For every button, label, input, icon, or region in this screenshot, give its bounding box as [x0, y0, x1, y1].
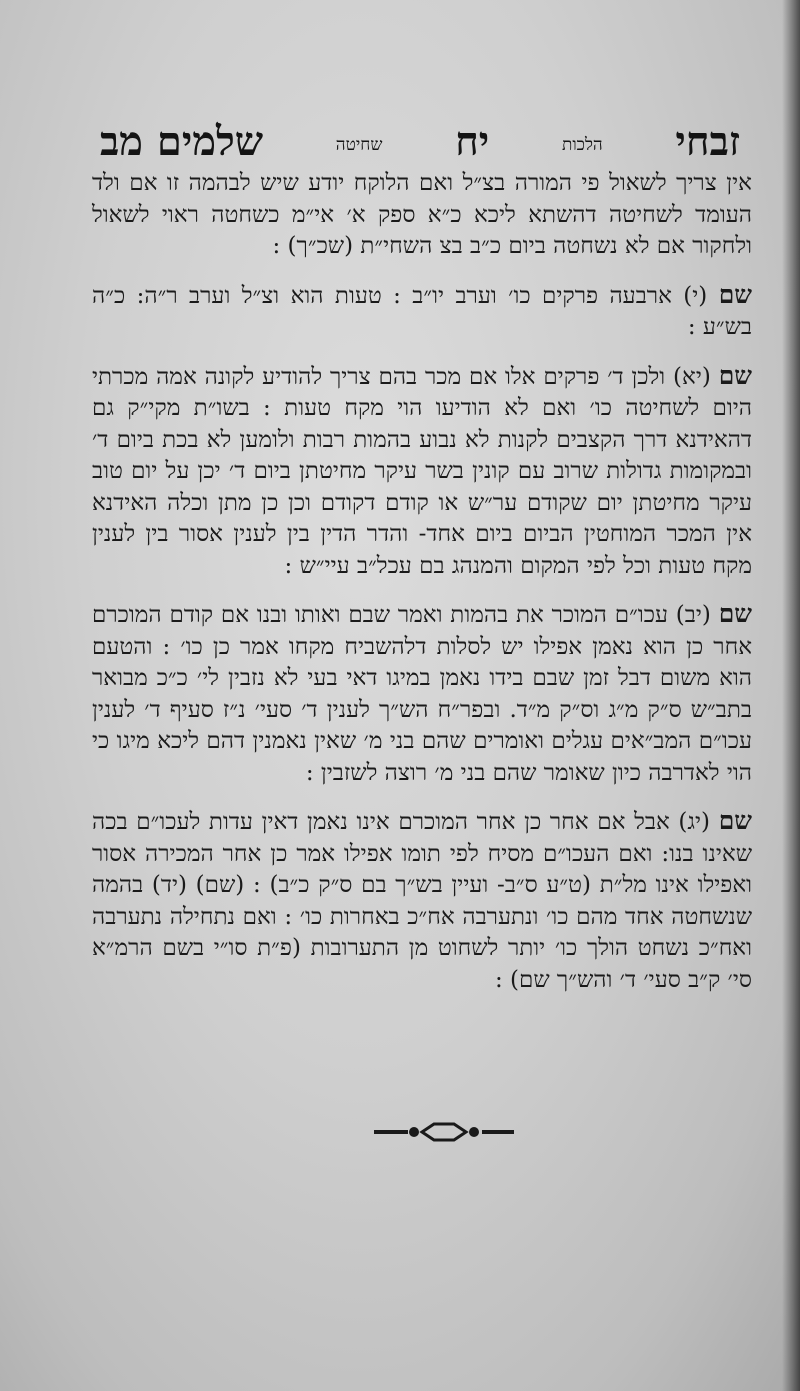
paragraph-3-label: שם — [718, 360, 752, 390]
header-right-title: שלמים מב — [100, 118, 264, 165]
paragraph-4 — [92, 598, 752, 789]
running-header — [100, 92, 740, 165]
header-chapter-number: יח — [455, 118, 490, 165]
paragraph-5-text: (יג) אבל אם אחר כן אחר המוכרם אינו נאמן דאין עדות לעכו״ם בכה שאינו בנו: ואם העכו״ם מסיח לפי תומו אפילו אמר כן אחר המכירה אסור ואפילו אינו מל״ת (ט״ע ס״ב- ועיין בש״ך בם ס״ק כ״ב) : (שם) (יד) בהמה שנשחטה אחד מהם כו׳ ונתערבה אח״כ באחרות כו׳ : ואם נתחילה נתערבה ואח״כ נשחט הולך כו׳ יותר לשחוט מן התערובות (פ״ת סו״י בשם הרמ״א סי׳ ק״ב סעי׳ ד׳ והש״ך שם) : — [92, 809, 752, 993]
paragraph-3 — [92, 360, 752, 583]
decorative-line-ornament — [372, 1118, 516, 1146]
paragraph-5-label: שם — [718, 806, 752, 835]
paragraph-5 — [92, 805, 752, 996]
commentary-body — [92, 168, 752, 1012]
paragraph-3-text: (יא) ולכן ד׳ פרקים אלו אם מכר בהם צריך להודיע לקונה אמה מכרתי היום לשחיטה כו׳ ואם לא הודיעו הוי מקח טעות : בשו״ת מקי״ק גם דהאידנא דרך הקצבים לקנות לא נבוע בהמות רבות ולומען לא בכת ביום ד׳ ובמקומות גדולות שרוב עם קונין בשר עיקר מחיטתן ביום ד׳ יכן על יום טוב עיקר מחיטתן יום שקודם ער״ש או קודם דקודם וכן כן מתן וכלה האידנא אין המכר המוחטין הביום ביום אחד- והדר הדין בין לענין אסור בין לענין מקח טעות וכל לפי המקום והמנהג בם עכל״ב עיי״ש : — [92, 363, 752, 579]
header-halakhot: הלכות — [561, 135, 603, 155]
header-shechita: שחיטה — [335, 135, 383, 155]
paragraph-1 — [92, 168, 752, 263]
header-left-title: זבחי — [675, 118, 740, 165]
paragraph-1-text: אין צריך לשאול פי המורה בצ״ל ואם הלוקח יודע שיש לבהמה זו אם ולד העומד לשחיטה דהשתא ליכא כ״א ספק א׳ אי״מ כשחטה ראוי לשאול ולחקור אם לא נשחטה ביום כ״ב בצ השחי״ת (שכ״ך) : — [92, 170, 752, 259]
paragraph-4-text: (יב) עכו״ם המוכר את בהמות ואמר שבם ואותו ובנו אם קודם המוכרם אחר כן הוא נאמן אפילו יש לסלות דלהשביח מקחו אמר כן כו׳ : והטעם הוא משום דבל זמן שבם בידו נאמן במיגו דאי בעי לא נזבין לי׳ כ״כ מבואר בתב״ש ס״ק מ״ג וס״ק מ״ד. ובפר״ח הש״ך לענין ד׳ סעי׳ נ״ז סעיף ד׳ לענין עכו״ם המב״אים עגלים ואומרים שהם בני מ׳ שאין נאמנין דהם ליכא מיגו כי הוי לאדרבה כיון שאומר שהם בני מ׳ רוצה לשזבין : — [92, 602, 752, 786]
paragraph-2-label: שם — [718, 279, 753, 309]
paragraph-4-label: שם — [718, 599, 752, 628]
paragraph-2 — [92, 279, 752, 344]
paragraph-2-text: (י) ארבעה פרקים כו׳ וערב יו״ב : טעות הוא וצ״ל וערב ר״ה: כ״ה בש״ע : — [92, 282, 752, 340]
page-spine-shadow — [782, 0, 800, 1391]
